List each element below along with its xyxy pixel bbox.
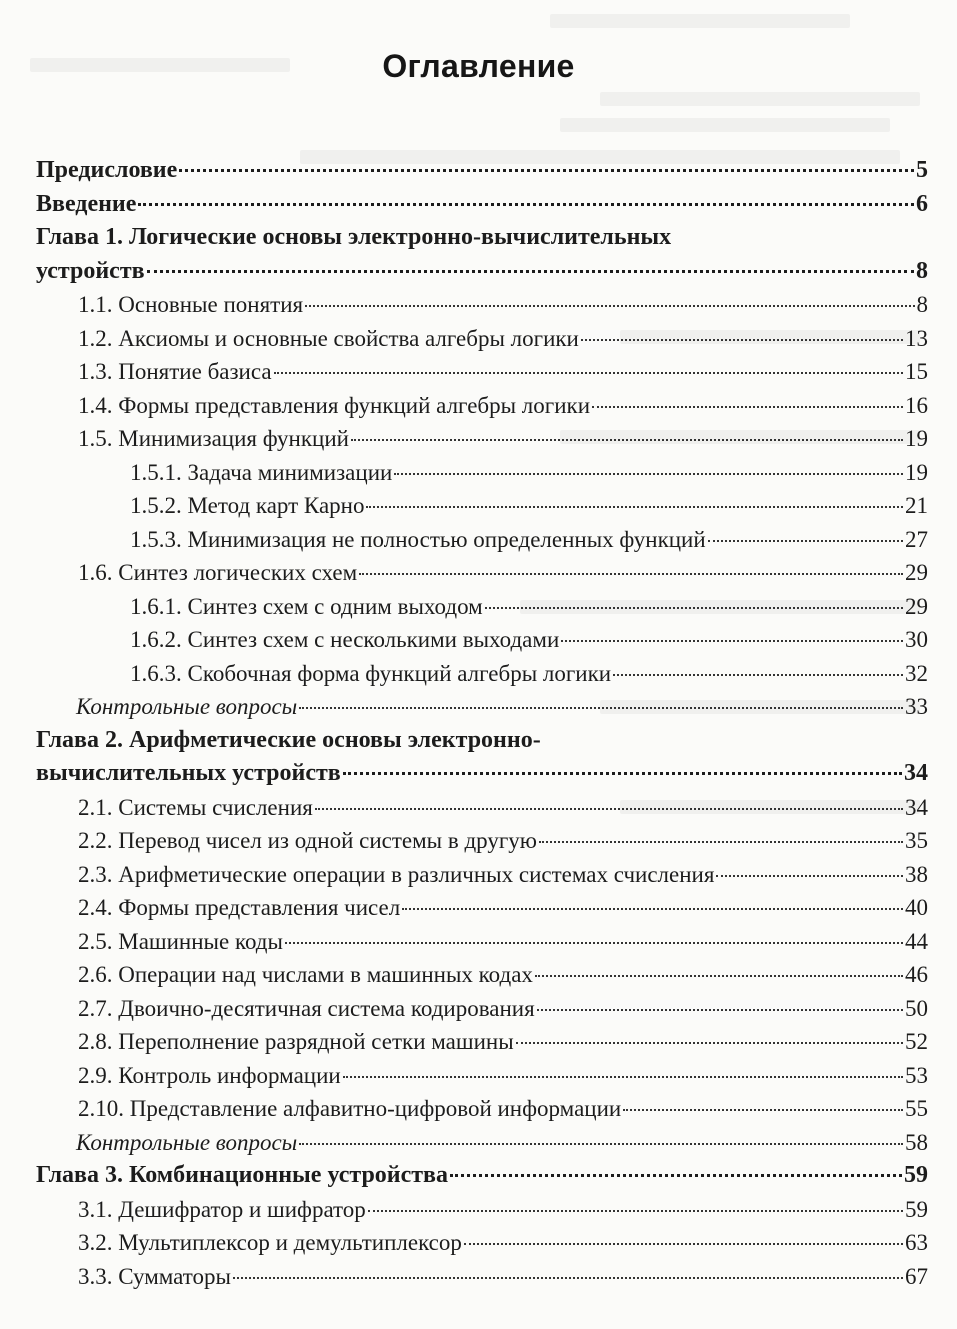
toc-chapter-3[interactable] (36, 1159, 928, 1193)
toc-page-number: 19 (905, 426, 928, 451)
dot-leader (394, 473, 903, 475)
toc-page-number: 29 (905, 593, 928, 619)
toc-entry[interactable] (36, 657, 928, 691)
toc-page-number: 59 (904, 1162, 928, 1188)
toc-entry-label: Предисловие (36, 157, 178, 183)
toc-page-number: 53 (905, 1062, 928, 1088)
toc-entry[interactable] (36, 322, 928, 356)
toc-page-number: 34 (905, 794, 928, 820)
toc-entry-label: 2.2. Перевод чисел из одной системы в другую (78, 828, 537, 853)
toc-page-number: 30 (905, 627, 928, 652)
dot-leader (716, 875, 903, 877)
toc-chapter-1[interactable] (36, 255, 928, 289)
toc-entry-label: 2.10. Представление алфавитно-цифровой информации (78, 1096, 622, 1121)
toc-page-number: 59 (905, 1196, 928, 1222)
toc-chapter-1-heading[interactable]: Глава 1. Логические основы электронно-вычислительных (36, 224, 672, 250)
toc-entry-label: 2.1. Системы счисления (78, 794, 313, 820)
toc-entry-label: 1.1. Основные понятия (78, 292, 304, 317)
toc-entry-label: устройств (36, 257, 145, 284)
toc-entry[interactable] (36, 422, 928, 456)
toc-entry[interactable] (36, 791, 928, 825)
toc-entry[interactable] (36, 389, 928, 423)
toc-entry[interactable] (36, 992, 928, 1026)
toc-entry-label: 1.5. Минимизация функций (78, 426, 349, 451)
dot-leader (285, 942, 903, 944)
toc-page-number: 15 (905, 359, 928, 384)
dot-leader (359, 573, 903, 575)
dot-leader (464, 1243, 903, 1245)
toc-entry-label: 2.7. Двоично-десятичная система кодирования (78, 995, 535, 1021)
dot-leader (623, 1109, 903, 1111)
toc-entry[interactable] (36, 1092, 928, 1126)
toc-entry-label: Глава 3. Комбинационные устройства (36, 1162, 449, 1188)
toc-chapter-2-heading[interactable]: Глава 2. Арифметические основы электронно- (36, 726, 541, 753)
toc-page-number: 44 (905, 928, 928, 954)
toc-entry-label: 1.5.2. Метод карт Карно (130, 493, 365, 518)
dot-leader (343, 1076, 903, 1078)
toc-entry[interactable] (36, 355, 928, 389)
toc-entry-label: Введение (36, 190, 137, 217)
toc-entry[interactable] (36, 1025, 928, 1059)
toc-page-number: 40 (905, 895, 928, 920)
toc-page-number: 6 (916, 190, 928, 217)
toc-entry[interactable] (36, 1260, 928, 1294)
dot-leader (138, 203, 914, 206)
toc-page-number: 46 (905, 962, 928, 987)
toc-page-number: 19 (905, 459, 928, 485)
dot-leader (450, 1174, 902, 1177)
toc-entry-label: 1.5.1. Задача минимизации (130, 459, 393, 485)
toc-entry[interactable] (36, 1226, 928, 1260)
toc-entry[interactable] (36, 858, 928, 892)
dot-leader (613, 674, 903, 676)
toc-page-number: 13 (905, 325, 928, 351)
toc-entry-label: 1.2. Аксиомы и основные свойства алгебры логики (78, 325, 579, 351)
toc-page-number: 21 (905, 493, 928, 518)
dot-leader (299, 707, 903, 709)
toc-page-number: 67 (905, 1263, 928, 1289)
dot-leader (708, 540, 903, 542)
dot-leader (233, 1277, 903, 1279)
toc-chapter-2[interactable] (36, 757, 928, 791)
toc-page-number: 35 (905, 828, 928, 853)
toc-entry-review-questions[interactable] (36, 1126, 928, 1160)
toc-page-number: 8 (916, 257, 928, 284)
toc-page-number: 58 (905, 1129, 928, 1155)
toc-entry-label: Контрольные вопросы (76, 694, 298, 719)
dot-leader (537, 1009, 903, 1011)
toc-page-number: 52 (905, 1029, 928, 1054)
toc-entry[interactable] (36, 958, 928, 992)
toc-entry[interactable] (36, 456, 928, 490)
toc-entry-label: 1.6. Синтез логических схем (78, 560, 358, 585)
toc-page-number: 8 (916, 292, 928, 317)
dot-leader (179, 169, 914, 172)
dot-leader (581, 339, 903, 341)
dot-leader (402, 908, 903, 910)
toc-entry-label: 3.3. Сумматоры (78, 1263, 231, 1289)
toc-entry[interactable] (36, 891, 928, 925)
toc-entry[interactable] (36, 288, 928, 322)
toc-entry-label: 1.3. Понятие базиса (78, 359, 272, 384)
toc-entry[interactable] (36, 523, 928, 557)
toc-entry[interactable] (36, 1193, 928, 1227)
toc-entry-label: 2.6. Операции над числами в машинных кодах (78, 962, 533, 987)
dot-leader (592, 406, 903, 408)
toc-entry[interactable] (36, 623, 928, 657)
toc-entry-label: 1.6.3. Скобочная форма функций алгебры логики (130, 660, 612, 686)
toc-entry-label: 2.3. Арифметические операции в различных системах счисления (78, 861, 715, 887)
toc-page-number: 38 (905, 861, 928, 887)
toc-entry[interactable] (36, 556, 928, 590)
dot-leader (561, 640, 903, 642)
toc-entry-intro[interactable] (36, 188, 928, 222)
toc-page-number: 29 (905, 560, 928, 585)
toc-entry-label: 3.1. Дешифратор и шифратор (78, 1196, 366, 1222)
dot-leader (274, 372, 903, 374)
dot-leader (366, 506, 903, 508)
dot-leader (305, 305, 914, 307)
toc-page-number: 50 (905, 995, 928, 1021)
toc-page-number: 32 (905, 660, 928, 686)
toc-page-number: 33 (905, 694, 928, 719)
toc-page-number: 63 (905, 1230, 928, 1255)
dot-leader (539, 841, 903, 843)
dot-leader (343, 772, 902, 775)
toc-entry-review-questions[interactable] (36, 690, 928, 724)
toc-entry-label: Контрольные вопросы (76, 1129, 298, 1155)
dot-leader (351, 439, 903, 441)
toc-entry-label: 1.4. Формы представления функций алгебры логики (78, 392, 591, 418)
dot-leader (485, 607, 903, 609)
dot-leader (516, 1042, 903, 1044)
toc-entry-label: 1.6.2. Синтез схем с несколькими выходами (130, 627, 560, 652)
toc-entry-preface[interactable] (36, 154, 928, 188)
toc-entry-label: 2.9. Контроль информации (78, 1062, 341, 1088)
toc-entry[interactable] (36, 1059, 928, 1093)
table-of-contents (36, 154, 928, 1293)
dot-leader (147, 270, 914, 273)
dot-leader (535, 975, 903, 977)
toc-page-number: 5 (916, 157, 928, 183)
toc-entry-label: 1.5.3. Минимизация не полностью определенных функций (130, 526, 706, 552)
toc-entry[interactable] (36, 925, 928, 959)
page-title: Оглавление (382, 48, 575, 84)
toc-entry-label: вычислительных устройств (36, 760, 341, 786)
toc-entry[interactable] (36, 824, 928, 858)
toc-page-number: 55 (905, 1096, 928, 1121)
toc-page-number: 16 (905, 392, 928, 418)
toc-entry-label: 2.8. Переполнение разрядной сетки машины (78, 1029, 514, 1054)
toc-entry[interactable] (36, 590, 928, 624)
dot-leader (368, 1210, 903, 1212)
toc-entry-label: 1.6.1. Синтез схем с одним выходом (130, 593, 483, 619)
dot-leader (299, 1143, 903, 1145)
toc-page-number: 34 (904, 760, 928, 786)
toc-page-number: 27 (905, 526, 928, 552)
toc-entry-label: 2.4. Формы представления чисел (78, 895, 401, 920)
dot-leader (315, 808, 903, 810)
toc-entry-label: 2.5. Машинные коды (78, 928, 283, 954)
toc-entry[interactable] (36, 489, 928, 523)
toc-entry-label: 3.2. Мультиплексор и демультиплексор (78, 1230, 462, 1255)
